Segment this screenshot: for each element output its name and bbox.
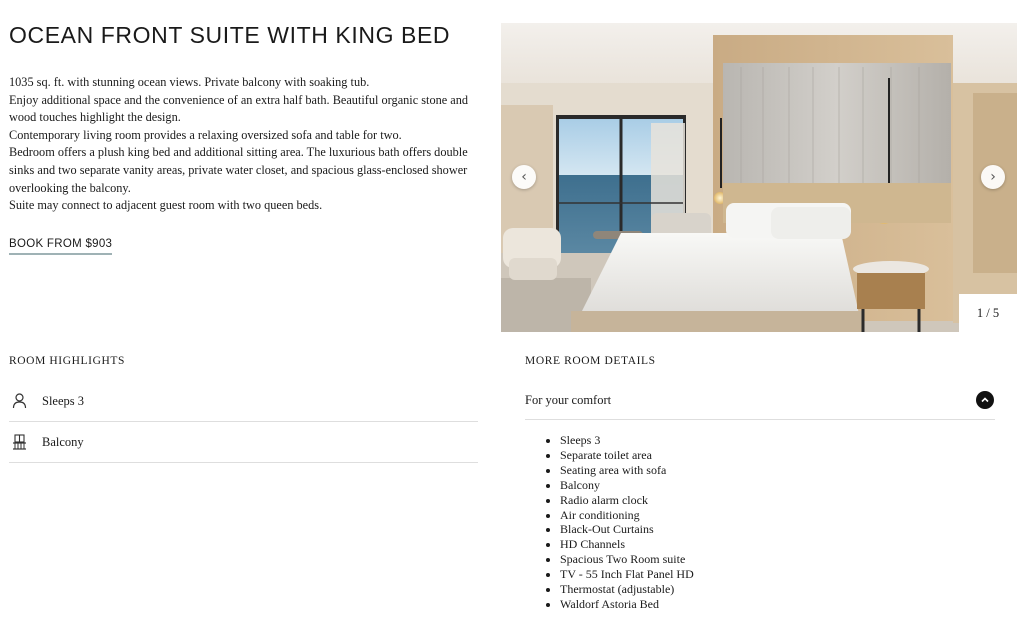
amenity-item: • Air conditioning [560, 508, 694, 523]
room-highlights-heading: ROOM HIGHLIGHTS [9, 355, 126, 367]
amenity-item: • Sleeps 3 [560, 433, 694, 448]
highlight-item [9, 381, 478, 422]
description-line: 1035 sq. ft. with stunning ocean views. Private balcony with soaking tub. [9, 75, 370, 89]
balcony-icon [10, 433, 28, 451]
chevron-left-icon: ‹ [521, 169, 527, 185]
amenity-item: • HD Channels [560, 537, 694, 552]
highlight-label: Sleeps 3 [42, 393, 85, 408]
more-room-details-heading: MORE ROOM DETAILS [525, 355, 656, 367]
amenity-item: • Black-Out Curtains [560, 522, 694, 537]
amenities-list [547, 433, 694, 612]
person-icon [10, 392, 28, 410]
amenity-item: • Radio alarm clock [560, 493, 694, 508]
highlight-label: Balcony [42, 434, 84, 449]
book-from-link[interactable]: BOOK FROM $903 [9, 238, 112, 255]
chevron-right-icon: › [990, 169, 996, 185]
highlight-item [9, 422, 478, 463]
room-image-carousel[interactable] [501, 23, 1017, 332]
description-line: Contemporary living room provides a relaxing oversized sofa and table for two. [9, 127, 402, 142]
amenity-item: • Spacious Two Room suite [560, 552, 694, 567]
image-counter: 1 / 5 [959, 294, 1017, 332]
amenity-item: • Seating area with sofa [560, 463, 694, 478]
comfort-accordion-header[interactable] [525, 381, 995, 420]
description-line: Suite may connect to adjacent guest room with two queen beds. [9, 198, 323, 213]
carousel-next-button[interactable] [981, 165, 1005, 189]
amenity-item: • TV - 55 Inch Flat Panel HD [560, 567, 694, 582]
chevron-up-icon[interactable] [976, 391, 994, 409]
amenity-item: • Balcony [560, 478, 694, 493]
room-photo [501, 23, 1017, 332]
room-title: OCEAN FRONT SUITE WITH KING BED [9, 22, 451, 48]
description-line: Bedroom offers a plush king bed and additional sitting area. The luxurious bath offers double sinks and two separate vanity areas, private water closet, and spacious glass-enclosed shower overlooking the balcony. [9, 145, 468, 195]
comfort-section-label: For your comfort [525, 392, 612, 407]
amenity-item: • Separate toilet area [560, 448, 694, 463]
room-description [9, 74, 484, 215]
amenity-item: • Waldorf Astoria Bed [560, 597, 694, 612]
room-highlights-list [9, 381, 478, 463]
carousel-prev-button[interactable] [512, 165, 536, 189]
amenity-item: • Thermostat (adjustable) [560, 582, 694, 597]
description-line: Enjoy additional space and the convenience of an extra half bath. Beautiful organic stone and wood touches highlight the design. [9, 92, 469, 125]
